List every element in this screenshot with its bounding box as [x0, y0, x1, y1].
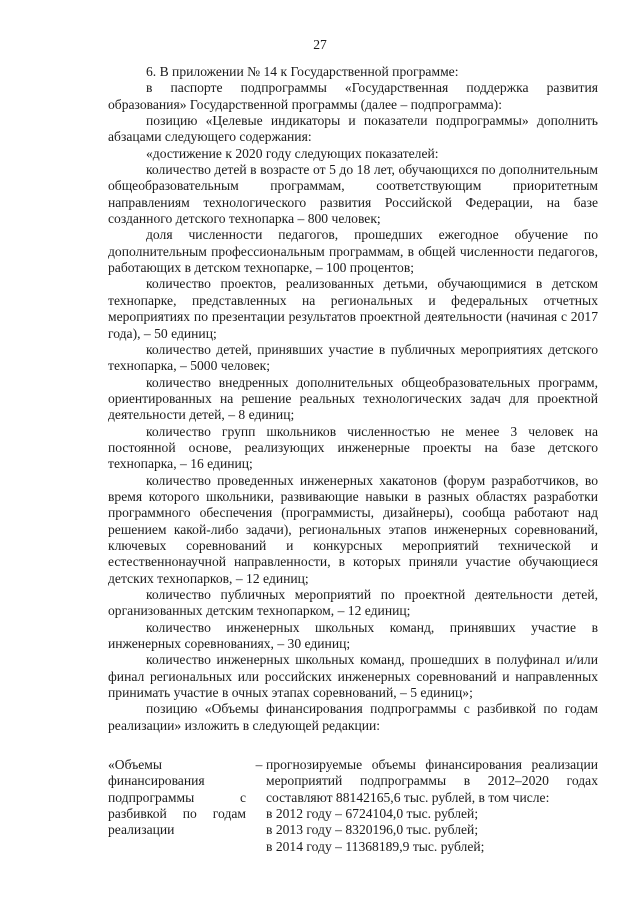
financing-year-line: в 2012 году – 6724104,0 тыс. рублей;: [266, 806, 479, 822]
page-number: 27: [313, 37, 327, 52]
paragraph-indicator: количество проектов, реализованных детьми, обучающимися в детском технопарке, представленных на региональных и федеральных отчетных мероприятиях по презентации результатов проектной деятельности (начиная с 2017 года), – 50 единиц;: [108, 276, 598, 341]
paragraph-indicator: количество инженерных школьных команд, прошедших в полуфинал и/или финал региональных или российских инженерных соревнований и направленных принимать участие в очных этапах соревнований, – 5 единиц»;: [108, 652, 598, 701]
paragraph-amendment-heading: 6. В приложении № 14 к Государственной программе:: [146, 64, 459, 79]
paragraph-financing-position: позицию «Объемы финансирования подпрограммы с разбивкой по годам реализации» изложить в следующей редакции:: [108, 701, 598, 733]
financing-label: «Объемы финансирования подпрограммы с разбивкой по годам реализации: [108, 757, 246, 838]
financing-year-line: в 2014 году – 11368189,9 тыс. рублей;: [266, 838, 485, 854]
paragraph-indicator: количество детей в возрасте от 5 до 18 лет, обучающихся по дополнительным общеобразовательным программам, соответствующим приоритетным направлениям технологического развития Российской Федерации, на базе созданного детского технопарка – 800 человек;: [108, 162, 598, 227]
paragraph-targets-position: позицию «Целевые индикаторы и показатели подпрограммы» дополнить абзацами следующего содержания:: [108, 113, 598, 145]
paragraph-indicator: количество публичных мероприятий по проектной деятельности детей, организованных детским технопарком, – 12 единиц;: [108, 587, 598, 619]
paragraph-indicator: количество проведенных инженерных хакатонов (форум разработчиков, во время которого школьники, развивающие навыки в разных областях разработки программного обеспечения (программисты, дизайнеры), сообща работают над решением какой-либо задачи), региональных этапов инженерных соревнований, ключевых соревнований и конкурсных мероприятий технической и естественнонаучной направленности, в которых приняли участие обучающиеся детских технопарков, – 12 единиц;: [108, 472, 598, 586]
financing-year-line: в 2013 году – 8320196,0 тыс. рублей;: [266, 822, 479, 838]
financing-description: прогнозируемые объемы финансирования реализации мероприятий подпрограммы в 2012–2020 годах составляют 88142165,6 тыс. рублей, в том числе:: [266, 757, 598, 805]
paragraph-indicator: количество детей, принявших участие в публичных мероприятиях детского технопарка, – 5000 человек;: [108, 341, 598, 374]
paragraph-indicator: количество инженерных школьных команд, принявших участие в инженерных соревнованиях, – 30 единиц;: [108, 619, 598, 652]
paragraph-passport: в паспорте подпрограммы «Государственная поддержка развития образования» Государственной программы (далее – подпрограмма):: [108, 80, 598, 112]
financing-details: [266, 757, 598, 855]
paragraph-achievement-intro: «достижение к 2020 году следующих показателей:: [146, 145, 439, 161]
financing-table: [108, 757, 598, 855]
financing-dash: –: [255, 757, 263, 772]
paragraph-indicator: количество групп школьников численностью не менее 3 человек на постоянной основе, реализующих инженерные проекты на базе детского технопарка, – 16 единиц;: [108, 423, 598, 472]
document-body: [108, 64, 598, 734]
paragraph-indicator: количество внедренных дополнительных общеобразовательных программ, ориентированных на решение реальных технологических задач для проектной деятельности детей, – 8 единиц;: [108, 374, 598, 423]
paragraph-indicator: доля численности педагогов, прошедших ежегодное обучение по дополнительным профессиональным программам, в общей численности педагогов, работающих в детском технопарке, – 100 процентов;: [108, 227, 598, 276]
